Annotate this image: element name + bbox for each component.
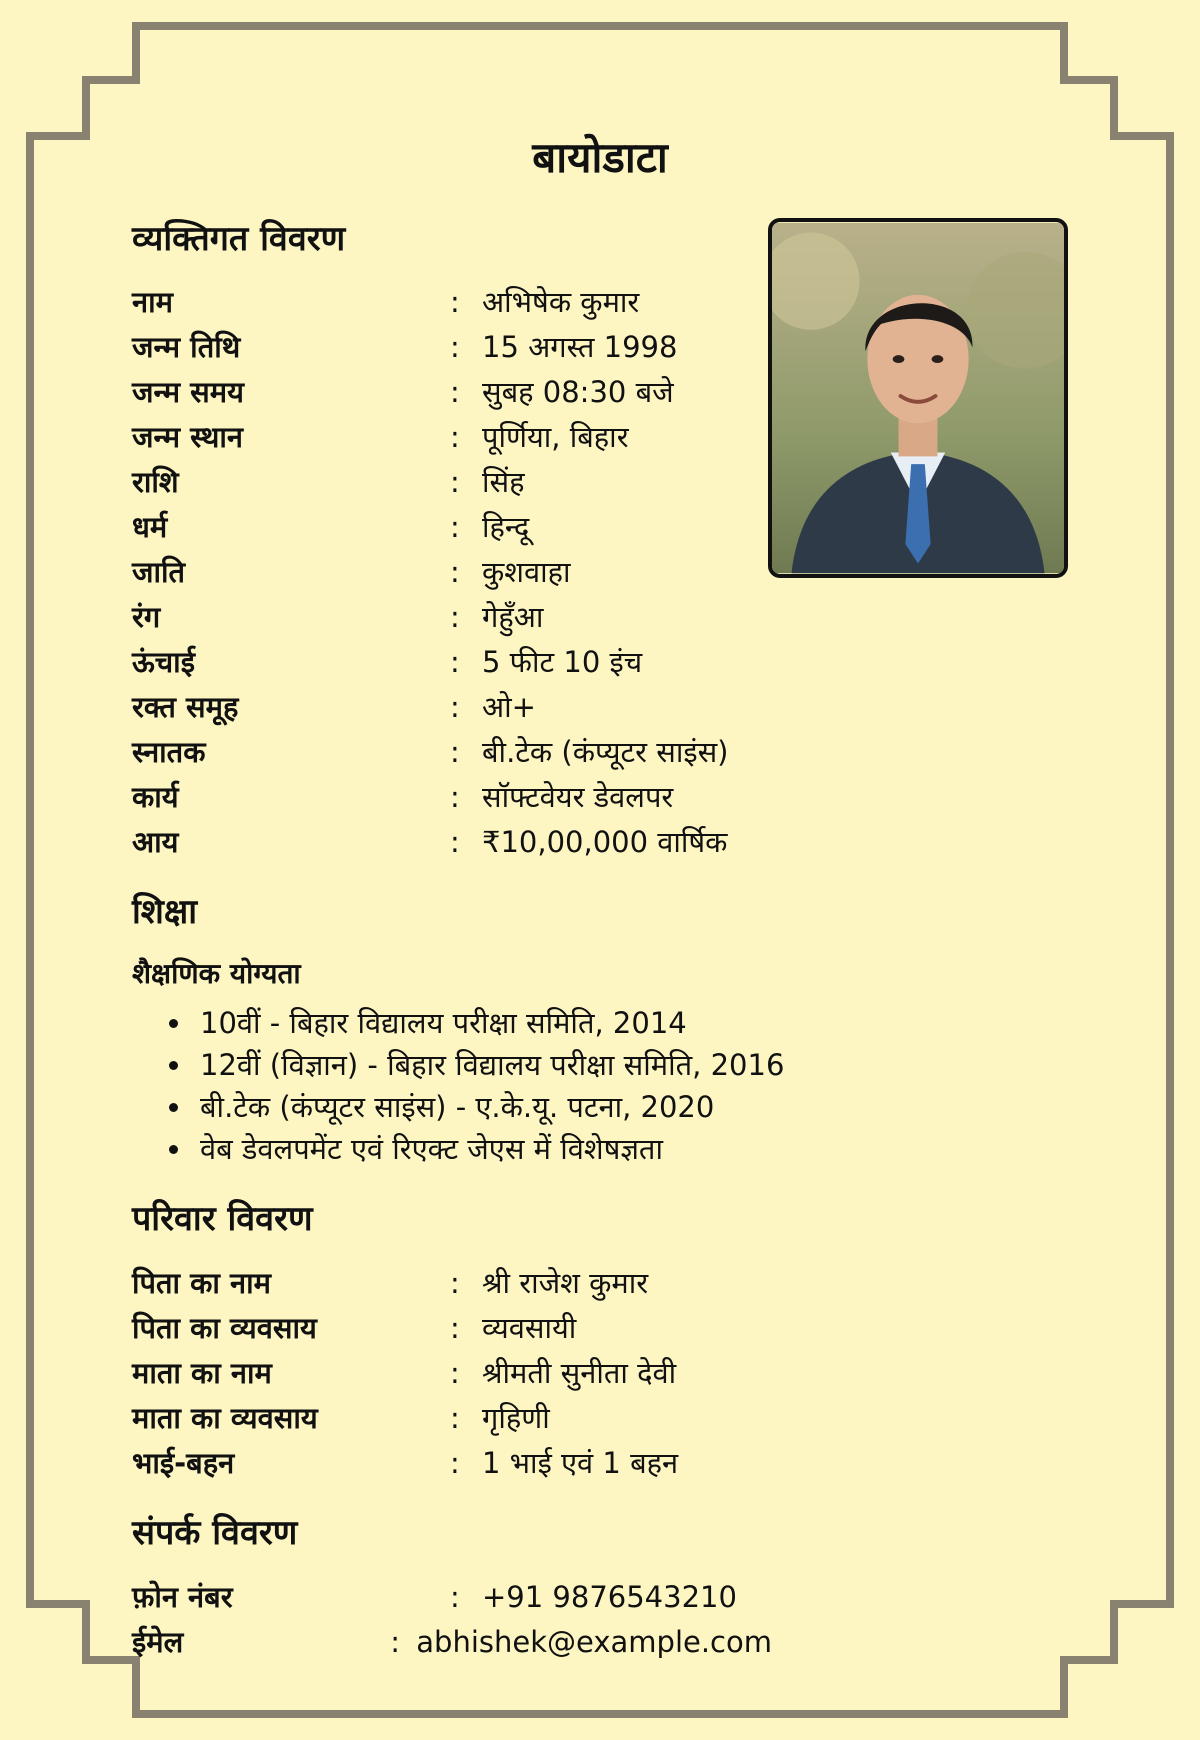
email-address: abhishek@example.com (416, 1624, 772, 1659)
row-value: गृहिणी (482, 1401, 550, 1435)
row-value: सिंह (482, 465, 525, 499)
row-label: जन्म तिथि (132, 330, 241, 364)
row-separator: : (450, 734, 460, 769)
education-heading: शिक्षा (132, 892, 198, 932)
contact-details-list (132, 1574, 772, 1664)
personal-row (132, 279, 772, 324)
row-value: ओ+ (482, 690, 536, 724)
personal-row (132, 684, 772, 729)
row-value: अभिषेक कुमार (482, 285, 640, 319)
row-value: सॉफ्टवेयर डेवलपर (482, 780, 674, 814)
row-value: कुशवाहा (482, 555, 571, 589)
row-separator: : (450, 644, 460, 679)
row-label: जन्म स्थान (132, 420, 244, 454)
row-value: बी.टेक (कंप्यूटर साइंस) (482, 735, 729, 769)
profile-photo (768, 218, 1068, 578)
person-portrait-icon (772, 222, 1064, 574)
family-details-heading: परिवार विवरण (132, 1199, 313, 1239)
row-separator: : (450, 779, 460, 814)
row-label: जन्म समय (132, 375, 244, 409)
row-label: स्नातक (132, 735, 206, 769)
personal-row (132, 819, 772, 864)
row-separator: : (450, 1445, 460, 1480)
row-label: आय (132, 825, 179, 859)
row-label: कार्य (132, 780, 179, 814)
qualification-subheading: शैक्षणिक योग्यता (132, 957, 301, 990)
education-list (132, 1002, 1094, 1170)
row-label: राशि (132, 465, 179, 499)
personal-row (132, 729, 772, 774)
family-row (132, 1260, 772, 1305)
row-separator: : (450, 374, 460, 409)
row-separator: : (450, 464, 460, 499)
personal-row (132, 459, 772, 504)
row-value: ₹10,00,000 वार्षिक (482, 825, 728, 859)
row-value: सुबह 08:30 बजे (482, 375, 674, 409)
row-value: हिन्दू (482, 510, 530, 544)
family-row (132, 1440, 772, 1485)
education-item: • 10वीं - बिहार विद्यालय परीक्षा समिति, 2014 (194, 1002, 1094, 1044)
education-item: • बी.टेक (कंप्यूटर साइंस) - ए.के.यू. पटना, 2020 (194, 1086, 1094, 1128)
row-separator: : (450, 419, 460, 454)
row-separator: : (450, 1400, 460, 1435)
row-separator: : (390, 1624, 401, 1659)
row-separator: : (450, 509, 460, 544)
education-item: • 12वीं (विज्ञान) - बिहार विद्यालय परीक्षा समिति, 2016 (194, 1044, 1094, 1086)
personal-row (132, 549, 772, 594)
personal-row (132, 504, 772, 549)
personal-details-heading: व्यक्तिगत विवरण (132, 219, 346, 259)
row-value: व्यवसायी (482, 1311, 577, 1345)
family-row (132, 1350, 772, 1395)
row-separator: : (450, 689, 460, 724)
row-label: ऊंचाई (132, 645, 195, 679)
row-separator: : (450, 1579, 460, 1614)
row-label: रक्त समूह (132, 690, 239, 724)
row-separator: : (450, 554, 460, 589)
row-value: गेहुँआ (482, 600, 544, 634)
family-row (132, 1305, 772, 1350)
row-label: फ़ोन नंबर (132, 1580, 233, 1614)
row-label: धर्म (132, 510, 168, 544)
row-value: 1 भाई एवं 1 बहन (482, 1446, 679, 1480)
row-separator: : (450, 599, 460, 634)
personal-row (132, 774, 772, 819)
education-item: • वेब डेवलपमेंट एवं रिएक्ट जेएस में विशेषज्ञता (194, 1128, 1094, 1170)
row-label: माता का व्यवसाय (132, 1401, 318, 1435)
page-title: बायोडाटा (532, 133, 668, 182)
row-label: भाई-बहन (132, 1446, 235, 1480)
personal-row (132, 324, 772, 369)
row-value: 15 अगस्त 1998 (482, 330, 678, 364)
family-details-list (132, 1260, 772, 1485)
contact-row (132, 1574, 772, 1619)
personal-row (132, 369, 772, 414)
row-separator: : (450, 284, 460, 319)
row-separator: : (450, 824, 460, 859)
row-separator: : (450, 1265, 460, 1300)
row-label: पिता का नाम (132, 1266, 271, 1300)
row-label: रंग (132, 600, 161, 634)
phone-number: +91 9876543210 (482, 1579, 737, 1614)
row-separator: : (450, 1355, 460, 1390)
row-label: माता का नाम (132, 1356, 272, 1390)
row-label: पिता का व्यवसाय (132, 1311, 317, 1345)
family-row (132, 1395, 772, 1440)
personal-row (132, 594, 772, 639)
contact-details-heading: संपर्क विवरण (132, 1513, 298, 1553)
row-value: 5 फीट 10 इंच (482, 645, 643, 679)
contact-row (132, 1619, 772, 1664)
personal-row (132, 414, 772, 459)
personal-details-list (132, 279, 772, 864)
row-value: श्री राजेश कुमार (482, 1266, 649, 1300)
row-separator: : (450, 329, 460, 364)
row-label: ईमेल (132, 1625, 184, 1659)
row-separator: : (450, 1310, 460, 1345)
personal-row (132, 639, 772, 684)
row-label: जाति (132, 555, 186, 589)
row-label: नाम (132, 285, 173, 319)
row-value: पूर्णिया, बिहार (482, 420, 629, 454)
row-value: श्रीमती सुनीता देवी (482, 1356, 677, 1390)
